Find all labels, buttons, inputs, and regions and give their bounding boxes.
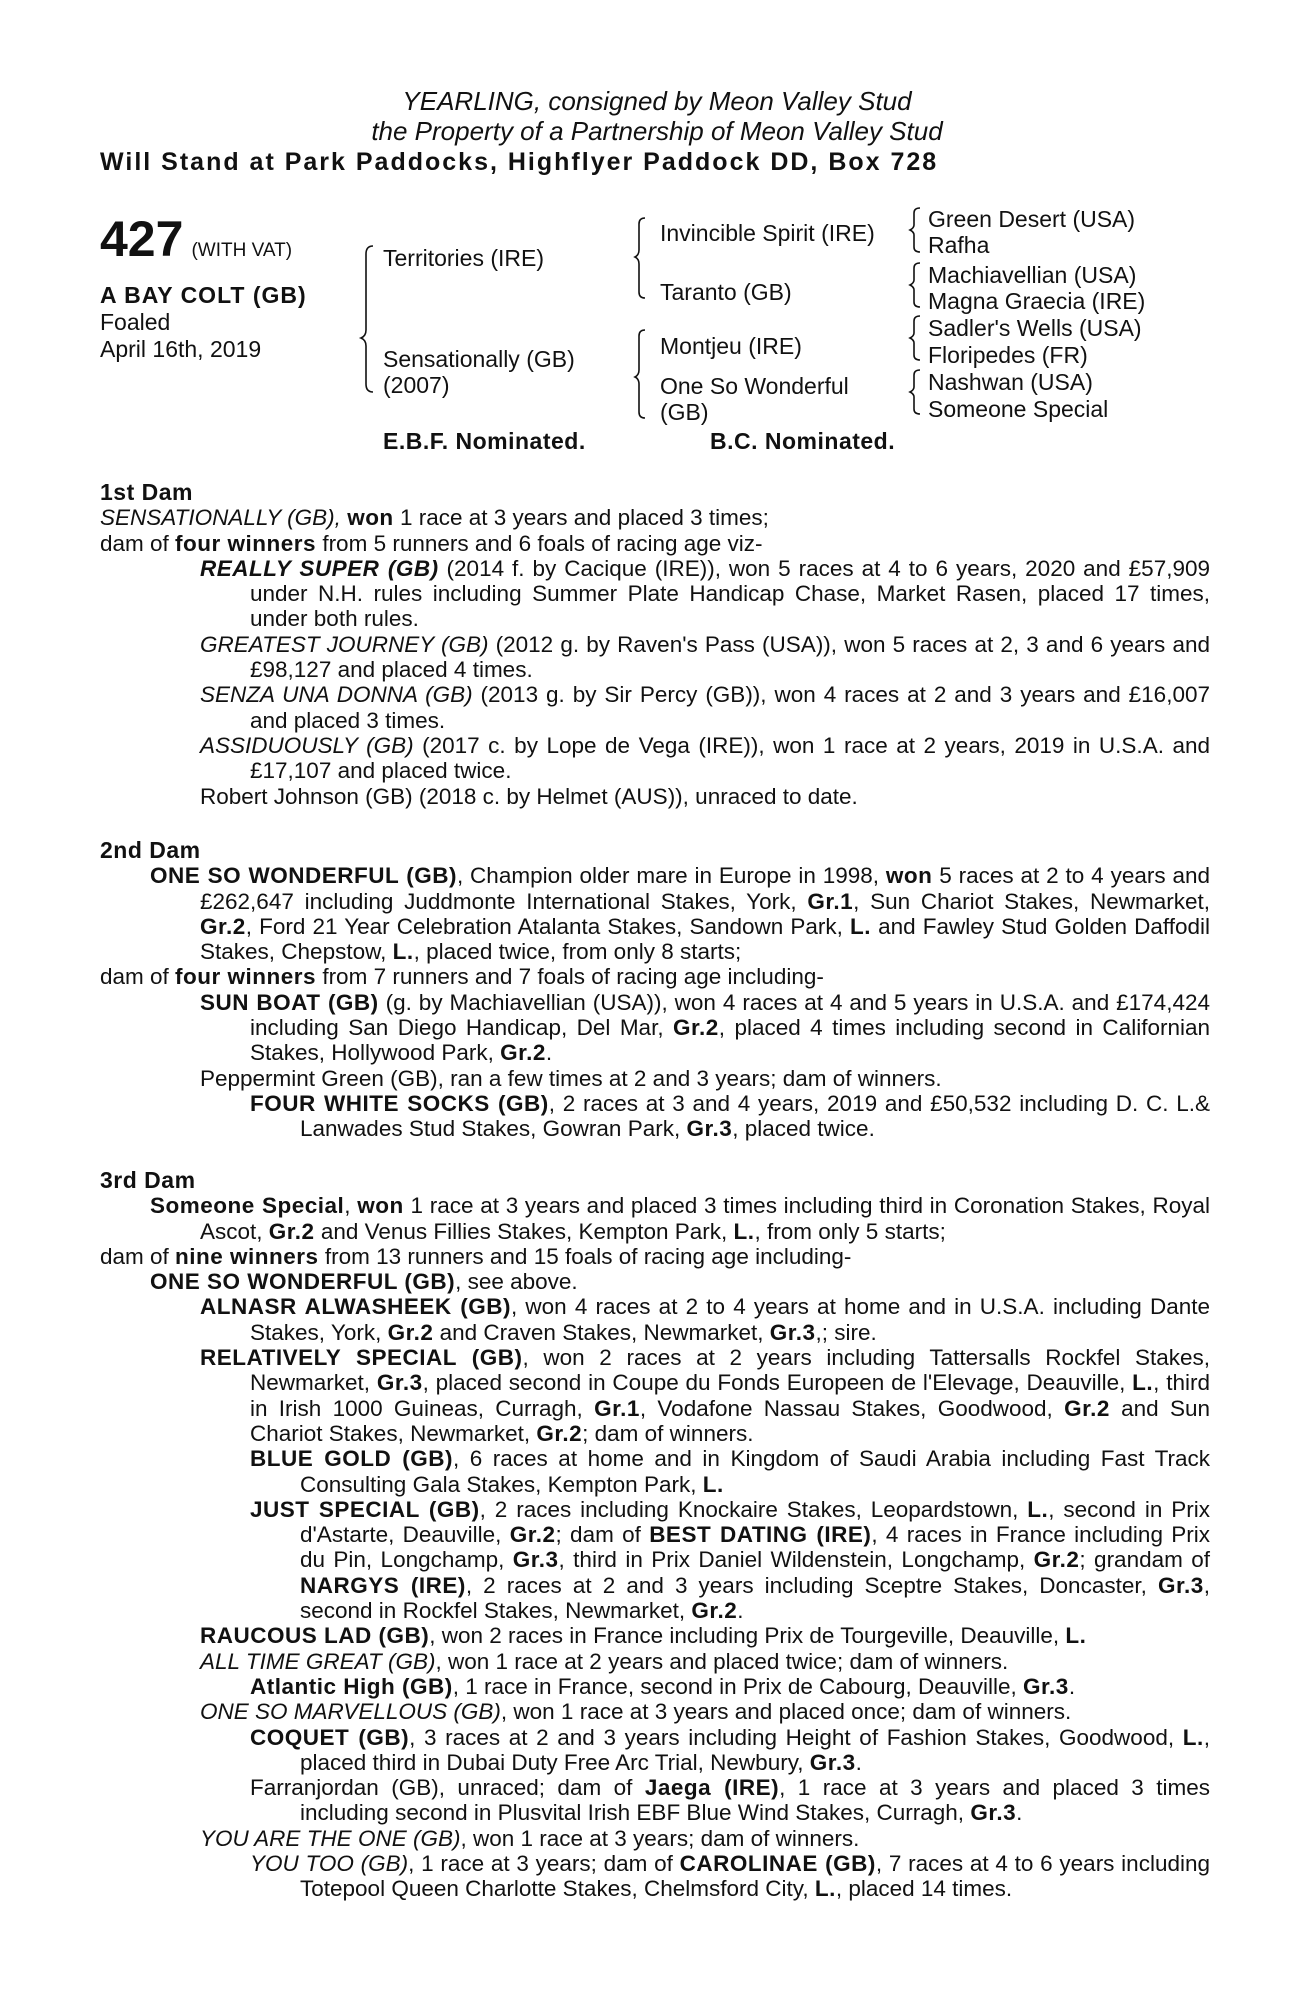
property-line: the Property of a Partnership of Meon Valley Stud — [371, 116, 943, 146]
g34-brace — [910, 263, 920, 307]
produce-relatively-special: RELATIVELY SPECIAL (GB), won 2 races at 2 years including Tattersalls Rockfel Stakes, Newmarket, Gr.3, placed second in Coupe du Fonds Europeen de l'Elevage, Deauville, L., third in Irish 1000 Guineas, Curragh, Gr.1, Vodafone Nassau Stakes, Goodwood, Gr.2 and Sun Chariot Stakes, Newmarket, Gr.2; dam of winners. — [200, 1345, 1211, 1446]
g12-brace — [910, 208, 920, 252]
second-dam-title: 2nd Dam — [100, 837, 201, 863]
first-dam-title: 1st Dam — [100, 479, 193, 505]
third-dam-record: Someone Special, won 1 race at 3 years and placed 3 times including third in Coronation Stakes, Royal Ascot, Gr.2 and Venus Fillies Stakes, Kempton Park, L., from only 5 starts; — [150, 1193, 1210, 1244]
produce-four-white-socks: FOUR WHITE SOCKS (GB), 2 races at 3 and 4 years, 2019 and £50,532 including D. C. L.& Lanwades Stud Stakes, Gowran Park, Gr.3, placed twice. — [250, 1090, 1211, 1142]
dam-dam-name: One So Wonderful — [660, 373, 849, 399]
produce-greatest-journey: GREATEST JOURNEY (GB) (2012 g. by Raven's Pass (USA)), won 5 races at 2, 3 and 6 years and £98,127 and placed 4 times. — [200, 631, 1210, 683]
foaled-date: April 16th, 2019 — [100, 336, 262, 362]
third-dam-title: 3rd Dam — [100, 1167, 196, 1193]
produce-you-are-the-one: YOU ARE THE ONE (GB), won 1 race at 3 years; dam of winners. — [200, 1825, 860, 1851]
consignor-line: YEARLING, consigned by Meon Valley Stud — [402, 86, 912, 116]
third-dam-section — [100, 1168, 1210, 1902]
second-dam-record: ONE SO WONDERFUL (GB), Champion older mare in Europe in 1998, won 5 races at 2 to 4 years and £262,647 including Juddmonte International Stakes, York, Gr.1, Sun Chariot Stakes, Newmarket, Gr.2, Ford 21 Year Celebration Atalanta Stakes, Sandown Park, L. and Fawley Stud Golden Daffodil Stakes, Chepstow, L., placed twice, from only 8 starts; — [150, 863, 1210, 965]
produce-raucous-lad: RAUCOUS LAD (GB), won 2 races in France including Prix de Tourgeville, Deauville, L. — [200, 1623, 1087, 1649]
sire-dam-name: Taranto (GB) — [660, 279, 792, 305]
gg-sire-2: Machiavellian (USA) — [928, 262, 1137, 288]
gg-dam-4: Someone Special — [928, 396, 1109, 422]
dam-year: (2007) — [383, 372, 450, 398]
produce-assiduously: ASSIDUOUSLY (GB) (2017 c. by Lope de Vega (IRE)), won 1 race at 2 years, 2019 in U.S.A. and £17,107 and placed twice. — [200, 732, 1211, 784]
gg-sire-4: Nashwan (USA) — [928, 369, 1093, 395]
first-dam-section — [100, 480, 1210, 809]
dam-brace — [635, 330, 645, 418]
dam-name: Sensationally (GB) — [383, 346, 575, 372]
produce-atlantic-high: Atlantic High (GB), 1 race in France, second in Prix de Cabourg, Deauville, Gr.3. — [250, 1673, 1076, 1699]
produce-robert-johnson: Robert Johnson (GB) (2018 c. by Helmet (AUS)), unraced to date. — [200, 783, 858, 809]
g78-brace — [910, 370, 920, 414]
produce-all-time-great: ALL TIME GREAT (GB), won 1 race at 2 years and placed twice; dam of winners. — [200, 1648, 1009, 1674]
first-dam-produce-summary: dam of four winners from 5 runners and 6 foals of racing age viz- — [100, 530, 763, 556]
produce-senza-una-donna: SENZA UNA DONNA (GB) (2013 g. by Sir Percy (GB)), won 4 races at 2 and 3 years and £16,007 and placed 3 times. — [200, 682, 1210, 733]
second-dam-section — [100, 838, 1210, 1142]
g56-brace — [910, 316, 920, 360]
sire-sire-name: Invincible Spirit (IRE) — [660, 220, 875, 246]
horse-name: A BAY COLT (GB) — [100, 282, 307, 308]
dam-sire-name: Montjeu (IRE) — [660, 333, 802, 359]
gg-dam-3: Floripedes (FR) — [928, 342, 1088, 368]
produce-one-so-wonderful: ONE SO WONDERFUL (GB), see above. — [150, 1269, 578, 1295]
produce-sun-boat: SUN BOAT (GB) (g. by Machiavellian (USA)), won 4 races at 4 and 5 years in U.S.A. and £174,424 including San Diego Handicap, Del Mar, Gr.2, placed 4 times including second in Californian Stakes, Hollywood Park, Gr.2. — [200, 989, 1210, 1066]
first-dam-record: SENSATIONALLY (GB), won 1 race at 3 years and placed 3 times; — [100, 505, 769, 531]
produce-one-so-marvellous: ONE SO MARVELLOUS (GB), won 1 race at 3 years and placed once; dam of winners. — [200, 1699, 1072, 1725]
gg-sire-1: Green Desert (USA) — [928, 206, 1136, 232]
bc-nominated: B.C. Nominated. — [710, 428, 896, 454]
dam-dam-suffix: (GB) — [660, 399, 709, 425]
produce-blue-gold: BLUE GOLD (GB), 6 races at home and in Kingdom of Saudi Arabia including Fast Track Consulting Gala Stakes, Kempton Park, L. — [250, 1446, 1210, 1497]
sire-brace — [635, 218, 645, 298]
produce-farranjordan: Farranjordan (GB), unraced; dam of Jaega (IRE), 1 race at 3 years and placed 3 times including second in Plusvital Irish EBF Blue Wind Stakes, Curragh, Gr.3. — [250, 1775, 1210, 1826]
sire-name: Territories (IRE) — [383, 245, 545, 271]
ebf-nominated: E.B.F. Nominated. — [383, 428, 586, 454]
lot-number: 427 — [100, 211, 184, 267]
gg-dam-2: Magna Graecia (IRE) — [928, 288, 1146, 314]
produce-coquet: COQUET (GB), 3 races at 2 and 3 years including Height of Fashion Stakes, Goodwood, L., placed third in Dubai Duty Free Arc Trial, Newbury, Gr.3. — [250, 1724, 1210, 1775]
second-dam-produce-summary: dam of four winners from 7 runners and 7 foals of racing age including- — [100, 964, 824, 990]
gg-sire-3: Sadler's Wells (USA) — [928, 315, 1142, 341]
stand-location: Will Stand at Park Paddocks, Highflyer Paddock DD, Box 728 — [100, 148, 939, 176]
produce-alnasr-alwasheek: ALNASR ALWASHEEK (GB), won 4 races at 2 to 4 years at home and in U.S.A. including Dante Stakes, York, Gr.2 and Craven Stakes, Newmarket, Gr.3,; sire. — [200, 1294, 1210, 1345]
vat-label: (WITH VAT) — [191, 240, 293, 261]
produce-you-too: YOU TOO (GB), 1 race at 3 years; dam of CAROLINAE (GB), 7 races at 4 to 6 years including Totepool Queen Charlotte Stakes, Chelmsford City, L., placed 14 times. — [250, 1851, 1210, 1902]
produce-really-super: REALLY SUPER (GB) (2014 f. by Cacique (IRE)), won 5 races at 4 to 6 years, 2020 and £57,909 under N.H. rules including Summer Plate Handicap Chase, Market Rasen, placed 17 times, under both rules. — [200, 555, 1210, 632]
foaled-label: Foaled — [100, 309, 171, 335]
gg-dam-1: Rafha — [928, 232, 990, 258]
main-brace — [361, 246, 373, 392]
produce-peppermint-green: Peppermint Green (GB), ran a few times at 2 and 3 years; dam of winners. — [200, 1065, 942, 1091]
third-dam-produce-summary: dam of nine winners from 13 runners and 15 foals of racing age including- — [100, 1243, 852, 1269]
produce-just-special: JUST SPECIAL (GB), 2 races including Knockaire Stakes, Leopardstown, L., second in Prix d'Astarte, Deauville, Gr.2; dam of BEST DATING (IRE), 4 races in France including Prix du Pin, Longchamp, Gr.3, third in Prix Daniel Wildenstein, Longchamp, Gr.2; grandam of NARGYS (IRE), 2 races at 2 and 3 years including Sceptre Stakes, Doncaster, Gr.3, second in Rockfel Stakes, Newmarket, Gr.2. — [250, 1496, 1210, 1624]
